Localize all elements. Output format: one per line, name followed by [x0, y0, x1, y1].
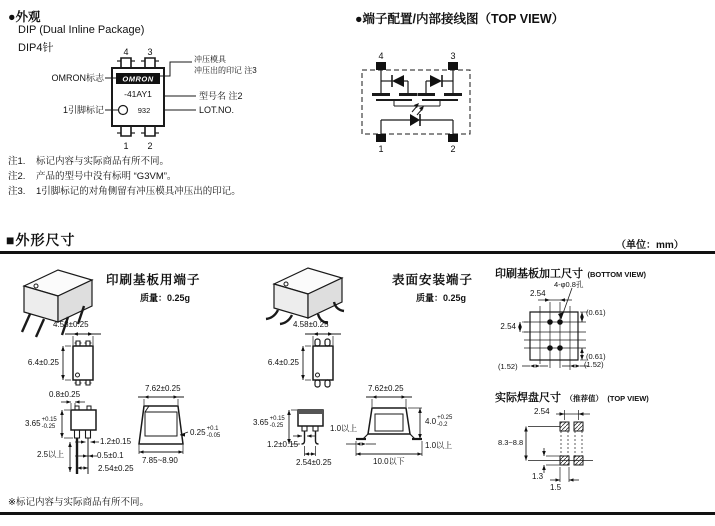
dim-value: 3.65 — [253, 418, 269, 427]
label-stamp-line1: 冲压模具 — [194, 55, 226, 64]
label-omron-logo: OMRON标志 — [51, 73, 104, 83]
unit-label: （单位：mm） — [616, 240, 684, 251]
board-view-label: (BOTTOM VIEW) — [587, 270, 647, 279]
header-rule — [0, 251, 715, 254]
internal-wiring-diagram — [352, 48, 492, 156]
tht-top-height-dim: 6.4±0.25 — [27, 358, 59, 367]
smt-pitch-dim: 2.54±0.25 — [296, 458, 332, 467]
bottom-rule — [0, 512, 715, 515]
label-model-name: 型号名 注2 — [199, 91, 243, 101]
pad-title: 实际焊盘尺寸 — [495, 392, 561, 404]
wiring-section-title: ●端子配置/内部接线图（TOP VIEW） — [355, 12, 565, 26]
pin2-number: 2 — [147, 141, 153, 151]
tht-lead-thickness-dim — [190, 426, 220, 439]
label-lot-no: LOT.NO. — [199, 105, 235, 115]
model-marking-text: -41AY1 — [124, 89, 152, 99]
wiring-pin4: 4 — [378, 51, 384, 61]
pad-height-dim: 1.3 — [532, 472, 544, 481]
board-title: 印刷基板加工尺寸 — [495, 268, 583, 280]
tht-lead-width-dim: 0.5±0.1 — [97, 451, 124, 460]
package-type: DIP (Dual Inline Package) — [18, 24, 145, 36]
tht-mass: 质量：0.25g — [140, 293, 191, 303]
board-hole-pattern — [492, 276, 614, 376]
note-1-no: 注1. — [8, 156, 26, 167]
dim-tolerance: +0.15 -0.25 — [41, 417, 57, 430]
note-2 — [8, 168, 176, 182]
board-offset-br2-dim: (1.52) — [584, 360, 604, 369]
dimensions-footnote: ※标记内容与实际商品有所不同。 — [8, 497, 149, 508]
dim-value: 4.0 — [425, 417, 437, 426]
pad-span-dim: 8.3~8.8 — [498, 438, 524, 447]
dim-tolerance: +0.25 -0.2 — [437, 415, 453, 428]
pad-layout-diagram — [498, 406, 620, 498]
pad-pitch-dim: 2.54 — [534, 407, 550, 416]
smt-side-width-dim: 7.62±0.25 — [368, 384, 404, 393]
board-pitch-h-dim: 2.54 — [530, 289, 546, 298]
label-stamp-line2: 冲压出的印记 注3 — [194, 66, 257, 75]
marking-diagram — [20, 46, 270, 156]
package-pin-count: DIP4针 — [18, 42, 54, 54]
marking-diagram-linework — [20, 46, 270, 156]
smt-standoff-width-dim: 1.2±0.15 — [267, 440, 299, 449]
dim-tolerance: +0.15 -0.25 — [269, 416, 285, 429]
smt-body-height-dim — [425, 415, 452, 428]
lot-marking-text: 932 — [137, 106, 151, 115]
omron-logo-text: OMRON — [122, 74, 154, 84]
board-offset-bl-dim: (1.52) — [498, 362, 518, 371]
smt-total-width-dim: 10.0以下 — [373, 457, 405, 466]
smt-mass: 质量：0.25g — [416, 293, 467, 303]
pad-title-row — [495, 388, 649, 406]
tht-top-view — [25, 320, 137, 398]
dim-tolerance: +0.1 -0.05 — [206, 426, 221, 439]
board-offset-tr-dim: (0.61) — [586, 308, 606, 317]
smt-title: 表面安装端子 — [392, 273, 474, 287]
tht-offset-dim: 0.8±0.25 — [49, 390, 81, 399]
wiring-pin2: 2 — [450, 144, 456, 154]
tht-span-dim: 7.85~8.90 — [142, 456, 178, 465]
board-pitch-v-dim: 2.54 — [500, 322, 516, 331]
wiring-linework — [352, 48, 492, 156]
tht-standoff-width-dim: 1.2±0.15 — [100, 437, 132, 446]
note-3 — [8, 183, 241, 197]
tht-side-width-dim: 7.62±0.25 — [145, 384, 181, 393]
tht-height-dim — [25, 417, 57, 430]
tht-front-view — [25, 390, 143, 490]
wiring-pin3: 3 — [450, 51, 456, 61]
wiring-pin1: 1 — [378, 144, 384, 154]
smt-top-width-dim: 4.58±0.25 — [293, 320, 329, 329]
smt-foot-left-dim: 1.0以上 — [330, 424, 358, 433]
smt-foot-right-dim: 1.0以上 — [425, 441, 453, 450]
pin3-number: 3 — [147, 47, 153, 57]
note-1 — [8, 153, 169, 167]
smt-height-dim — [253, 416, 285, 429]
dim-value: 3.65 — [25, 419, 41, 428]
appearance-section-title: ●外观 — [8, 10, 41, 24]
tht-title: 印刷基板用端子 — [106, 273, 201, 287]
pad-sub-label: （推荐值） — [565, 394, 603, 403]
pin4-number: 4 — [123, 47, 129, 57]
note-2-no: 注2. — [8, 171, 26, 182]
board-holes-dim: 4-φ0.8孔 — [554, 280, 584, 289]
tht-top-width-dim: 4.58±0.25 — [53, 320, 89, 329]
notes-block — [8, 153, 338, 201]
smt-top-height-dim: 6.4±0.25 — [267, 358, 299, 367]
pin1-number: 1 — [123, 141, 129, 151]
pad-view-label: (TOP VIEW) — [607, 394, 649, 403]
board-offset-br-dim: (0.61) — [586, 352, 606, 361]
tht-side-view — [132, 382, 240, 476]
note-3-no: 注3. — [8, 186, 26, 197]
note-3-text: 1引脚标记的对角侧留有冲压模具冲压出的印记。 — [36, 186, 241, 197]
pad-width-dim: 1.5 — [550, 483, 562, 492]
label-pin1-mark: 1引脚标记 — [62, 105, 104, 115]
dimensions-section-title: ■外形尺寸 — [6, 232, 76, 248]
smt-side-view — [330, 382, 464, 476]
dim-value: 0.25 — [190, 428, 206, 437]
note-2-text: 产品的型号中没有标明 “G3VM”。 — [36, 171, 177, 182]
tht-lead-min-dim: 2.5以上 — [37, 450, 65, 459]
tht-pitch-dim: 2.54±0.25 — [98, 464, 134, 473]
note-1-text: 标记内容与实际商品有所不同。 — [36, 156, 170, 167]
